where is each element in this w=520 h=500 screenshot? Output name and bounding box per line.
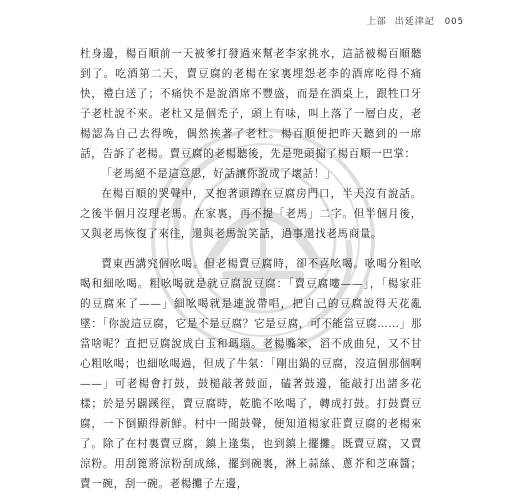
- paragraph-2-quote: 「老馬絕不是這意思，好話讓你說成了壞話！」: [101, 168, 337, 180]
- page-body: [80, 44, 422, 494]
- running-header-title: 出延津記: [394, 17, 435, 27]
- paragraph-1: 杜身邊，楊百順前一天被爹打發過來幫老李家挑水，這話被楊百順聽到了。吃酒第二天，賣豆腐的老楊在家裏埋怨老李的酒席吃得不痛快，禮白送了；不痛快不是說酒席不豐盛，而是在酒桌上，跟牲口牙子老杜說不來。老杜又是個禿子，頭上有味，叫上落了一層白皮，老楊認為自己去得晚，偶然挨著了老杜。楊百順便把昨天聽到的一席話，告訴了老楊。賣豆腐的老楊聽後，先是兜頭搧了楊百順一巴掌：: [80, 48, 422, 160]
- paragraph-4: 賣東西講究個吆喝。但老楊賣豆腐時，卻不喜吆喝。吆喝分粗吆喝和細吆喝。粗吆喝就是就豆腐說豆腐：「賣豆腐嘍——」，「楊家莊的豆腐來了——」細吆喝就是連說帶唱，把自己的豆腐說得天花亂墜：「你說這豆腐，它是不是豆腐？它是豆腐，可不能當豆腐……」那當啥呢？直把豆腐說成白玉和瑪瑙。老楊嘴笨，滔不成曲兒，又不甘心粗吆喝；也細吆喝過，但成了牛氣：「剛出鍋的豆腐，沒這個那個啊——」可老楊會打鼓，鼓槌敲著鼓面，磕著鼓邊，能敲打出諸多花樣；於是另闢蹊徑，賣豆腐時，乾脆不吆喝了，轉成打鼓。打鼓賣豆腐，一下倒顯得新鮮。村中一聞鼓聲，便知道楊家莊賣豆腐的老楊來了。除了在村裏賣豆腐，鎮上逢集，也到鎮上擺攤。既賣豆腐，又賣涼粉。用刮篦將涼粉刮成絲，擺到碗裏，淋上蒜絲、蔥芥和芝麻醬；賣一碗，刮一碗。老楊攤子左邊，: [80, 258, 422, 490]
- paragraph-3: 在楊百順的哭聲中，又抱著頭蹲在豆腐房門口，半天沒有說話。之後半個月沒理老馬。在家裏，再不提「老馬」二字。但半個月後，又與老馬恢復了來往，還與老馬說笑話，過事還找老馬商量。: [80, 188, 422, 240]
- running-header-part: 上部: [366, 17, 387, 27]
- page-header: [367, 14, 464, 27]
- page-number: 005: [444, 17, 464, 27]
